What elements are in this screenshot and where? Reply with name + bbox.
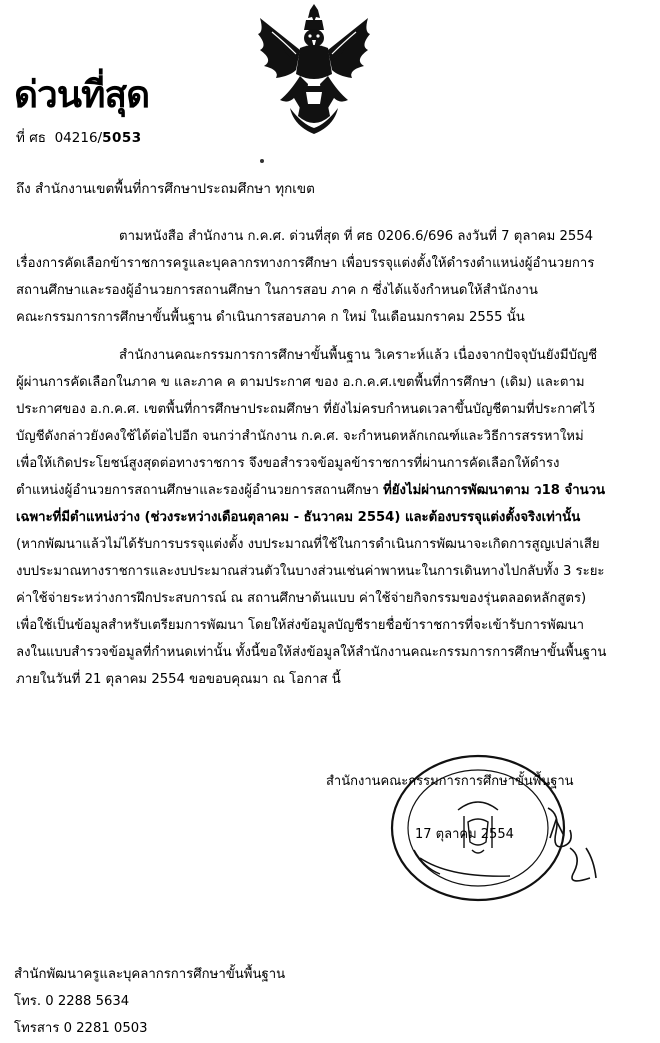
body-text-normal: ตำแหน่งผู้อำนวยการสถานศึกษาและรองผู้อำนวยการสถานศึกษา — [16, 483, 384, 498]
garuda-emblem-icon — [250, 4, 378, 136]
body-line: สำนักงานคณะกรรมการการศึกษาขั้นพื้นฐาน วิเคราะห์แล้ว เนื่องจากปัจจุบันยังมีบัญชี — [119, 348, 598, 363]
body-line: ประกาศของ อ.ก.ค.ศ. เขตพื้นที่การศึกษาประถมศึกษา ที่ยังไม่ครบกำหนดเวลาขึ้นบัญชีตามที่ประกาศไว้ — [16, 402, 595, 417]
body-line: เพื่อให้เกิดประโยชน์สูงสุดต่อทางราชการ จึงขอสำรวจข้อมูลข้าราชการที่ผ่านการคัดเลือกให้ดำรง — [16, 456, 560, 471]
body-line: ลงในแบบสำรวจข้อมูลที่กำหนดเท่านั้น ทั้งนี้ขอให้ส่งข้อมูลให้สำนักงานคณะกรรมการการศึกษาขั้นพื้นฐาน — [16, 645, 607, 660]
document-number-handwritten: 5053 — [102, 130, 142, 146]
document-number-prefix: ที่ ศธ — [16, 130, 46, 146]
document-number — [16, 126, 142, 148]
body-line: คณะกรรมการการศึกษาขั้นพื้นฐาน ดำเนินการสอบภาค ก ใหม่ ในเดือนมกราคม 2555 นั้น — [16, 310, 525, 325]
body-line: ผู้ผ่านการคัดเลือกในภาค ข และภาค ค ตามประกาศ ของ อ.ก.ค.ศ.เขตพื้นที่การศึกษา (เดิม) และตาม — [16, 375, 585, 390]
body-text-bold: ที่ยังไม่ผ่านการพัฒนาตาม ว18 จำนวน — [383, 483, 606, 498]
body-line-mixed — [16, 483, 648, 499]
body-line: เรื่องการคัดเลือกข้าราชการครูและบุคลากรทางการศึกษา เพื่อบรรจุแต่งตั้งให้ดำรงตำแหน่งผู้อำนวยการ — [16, 256, 595, 271]
speck — [260, 159, 264, 163]
document-number-value: 04216/ — [54, 130, 103, 146]
signing-agency: สำนักงานคณะกรรมการการศึกษาขั้นพื้นฐาน — [326, 774, 574, 789]
body-line-bold: เฉพาะที่มีตำแหน่งว่าง (ช่วงระหว่างเดือนตุลาคม - ธันวาคม 2554) และต้องบรรจุแต่งตั้งจริงเท่านั้น — [16, 510, 581, 525]
body-line: (หากพัฒนาแล้วไม่ได้รับการบรรจุแต่งตั้ง งบประมาณที่ใช้ในการดำเนินการพัฒนาจะเกิดการสูญเปล่าเสีย — [16, 537, 600, 552]
body-line: เพื่อใช้เป็นข้อมูลสำหรับเตรียมการพัฒนา โดยให้ส่งข้อมูลบัญชีรายชื่อข้าราชการที่จะเข้ารับการพัฒนา — [16, 618, 585, 633]
urgency-heading: ด่วนที่สุด — [14, 73, 150, 116]
body-line: บัญชีดังกล่าวยังคงใช้ได้ต่อไปอีก จนกว่าสำนักงาน ก.ค.ศ. จะกำหนดหลักเกณฑ์และวิธีการสรรหาใหม่ — [16, 429, 584, 444]
body-line: สถานศึกษาและรองผู้อำนวยการสถานศึกษา ในการสอบ ภาค ก ซึ่งได้แจ้งกำหนดให้สำนักงาน — [16, 283, 538, 298]
body-line: ค่าใช้จ่ายระหว่างการฝึกประสบการณ์ ณ สถานศึกษาต้นแบบ ค่าใช้จ่ายกิจกรรมของรุ่นตลอดหลักสูตร) — [16, 591, 587, 606]
body-line: ภายในวันที่ 21 ตุลาคม 2554 ขอขอบคุณมา ณ โอกาส นี้ — [16, 672, 341, 687]
body-line: งบประมาณทางราชการและงบประมาณส่วนตัวในบางส่วนเช่นค่าพาหนะในการเดินทางไปกลับทั้ง 3 ระยะ — [16, 564, 605, 579]
contact-fax: โทรสาร 0 2281 0503 — [14, 1021, 148, 1036]
addressee-line: ถึง สำนักงานเขตพื้นที่การศึกษาประถมศึกษา ทุกเขต — [16, 181, 315, 197]
body-line: ตามหนังสือ สำนักงาน ก.ค.ศ. ด่วนที่สุด ที่ ศธ 0206.6/696 ลงวันที่ 7 ตุลาคม 2554 — [119, 229, 594, 244]
contact-telephone: โทร. 0 2288 5634 — [14, 994, 130, 1009]
seal-date: 17 ตุลาคม 2554 — [415, 827, 514, 842]
contact-office: สำนักพัฒนาครูและบุคลากรการศึกษาขั้นพื้นฐาน — [14, 967, 286, 982]
